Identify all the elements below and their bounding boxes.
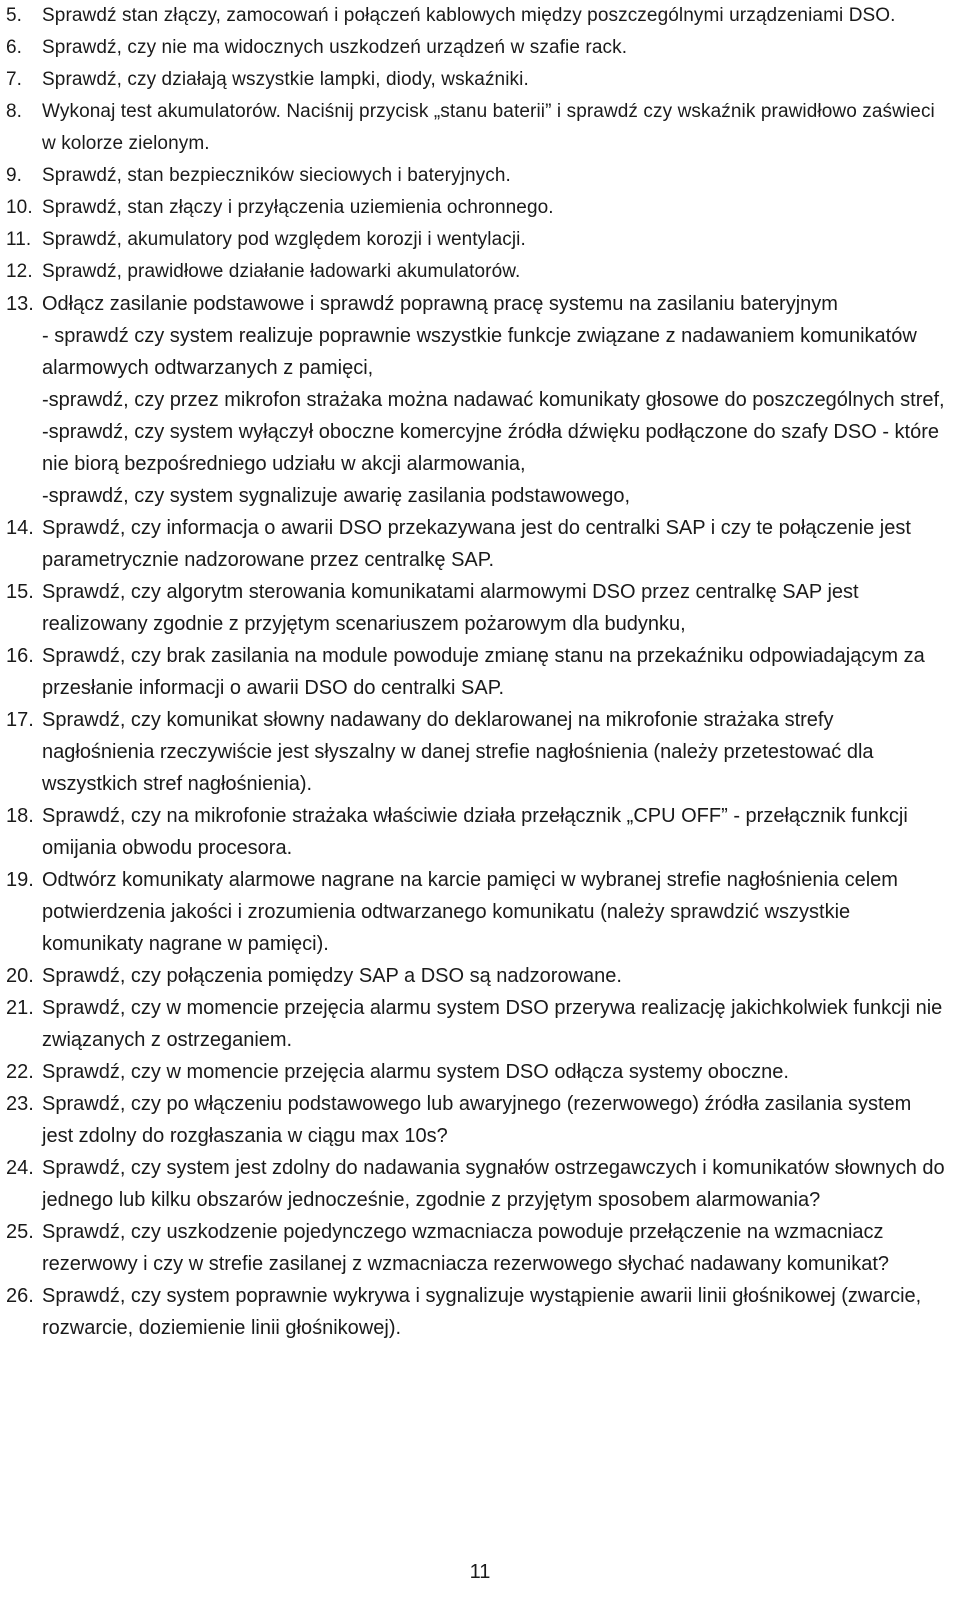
item-number: 16. [6,645,34,667]
item-text: Sprawdź, czy system jest zdolny do nadawania sygnałów ostrzegawczych i komunikatów słownych do jednego lub kilku obszarów jednocześnie, zgodnie z przyjętym sposobem alarmowania? [42,1157,945,1211]
item-text: Sprawdź, czy na mikrofonie strażaka właściwie działa przełącznik „CPU OFF” - przełącznik funkcji omijania obwodu procesora. [42,805,908,859]
item-text: Sprawdź, czy nie ma widocznych uszkodzeń urządzeń w szafie rack. [42,37,628,58]
item-number: 5. [6,5,23,26]
item-text: Sprawdź, czy algorytm sterowania komunikatami alarmowymi DSO przez centralkę SAP jest realizowany zgodnie z przyjętym scenariuszem pożarowym dla budynku, [42,581,859,635]
item-number: 14. [6,517,34,539]
item-text: Sprawdź, czy brak zasilania na module powoduje zmianę stanu na przekaźniku odpowiadającym za przesłanie informacji o awarii DSO do centralki SAP. [42,645,925,699]
item-number: 7. [6,69,23,90]
list-item-22 [6,1056,946,1088]
list-item-11 [6,224,946,256]
list-item-6 [6,32,946,64]
item-number: 26. [6,1285,34,1307]
item-text: Sprawdź, czy informacja o awarii DSO przekazywana jest do centralki SAP i czy te połączenie jest parametrycznie nadzorowane przez centralkę SAP. [42,517,911,571]
item-text: Sprawdź, stan złączy i przyłączenia uziemienia ochronnego. [42,197,554,218]
item-text: Sprawdź stan złączy, zamocowań i połączeń kablowych między poszczególnymi urządzeniami DSO. [42,5,896,26]
sub-item: - sprawdź czy system realizuje poprawnie wszystkie funkcje związane z nadawaniem komunikatów alarmowych odtwarzanych z pamięci, [42,325,917,379]
list-item-8 [6,96,946,160]
item-number: 10. [6,197,33,218]
sub-item: -sprawdź, czy system sygnalizuje awarię zasilania podstawowego, [42,485,631,507]
item-text: Sprawdź, akumulatory pod względem korozji i wentylacji. [42,229,526,250]
list-item-25 [6,1216,946,1280]
item-number: 12. [6,261,33,282]
list-item-23 [6,1088,946,1152]
list-item-13 [6,288,946,512]
item-text: Sprawdź, czy w momencie przejęcia alarmu system DSO odłącza systemy oboczne. [42,1061,789,1083]
item-number: 25. [6,1221,34,1243]
list-item-20 [6,960,946,992]
item-number: 8. [6,101,23,122]
item-number: 9. [6,165,23,186]
item-text: Odtwórz komunikaty alarmowe nagrane na karcie pamięci w wybranej strefie nagłośnienia celem potwierdzenia jakości i zrozumienia odtwarzanego komunikatu (należy sprawdzić wszystkie komunikaty nagrane w pamięci). [42,869,898,955]
item-number: 21. [6,997,34,1019]
item-number: 6. [6,37,23,58]
item-number: 20. [6,965,34,987]
item-number: 18. [6,805,34,827]
item-number: 13. [6,293,34,315]
list-item-21 [6,992,946,1056]
item-text: Odłącz zasilanie podstawowe i sprawdź poprawną pracę systemu na zasilaniu bateryjnym [42,293,838,315]
list-item-12 [6,256,946,288]
list-item-16 [6,640,946,704]
list-item-17 [6,704,946,800]
list-item-14 [6,512,946,576]
list-item-5 [6,0,946,32]
item-number: 23. [6,1093,34,1115]
item-text: Sprawdź, czy po włączeniu podstawowego lub awaryjnego (rezerwowego) źródła zasilania system jest zdolny do rozgłaszania w ciągu max 10s? [42,1093,912,1147]
checklist [6,0,946,1344]
item-text: Sprawdź, czy w momencie przejęcia alarmu system DSO przerywa realizację jakichkolwiek funkcji nie związanych z ostrzeganiem. [42,997,943,1051]
item-text: Sprawdź, czy połączenia pomiędzy SAP a DSO są nadzorowane. [42,965,622,987]
item-text: Sprawdź, czy działają wszystkie lampki, diody, wskaźniki. [42,69,529,90]
list-item-7 [6,64,946,96]
item-text: Sprawdź, stan bezpieczników sieciowych i bateryjnych. [42,165,511,186]
item-text: Wykonaj test akumulatorów. Naciśnij przycisk „stanu baterii” i sprawdź czy wskaźnik prawidłowo zaświeci w kolorze zielonym. [42,101,935,154]
list-item-15 [6,576,946,640]
item-number: 22. [6,1061,34,1083]
list-item-9 [6,160,946,192]
list-item-18 [6,800,946,864]
page-number: 11 [469,1561,491,1583]
list-item-10 [6,192,946,224]
list-item-24 [6,1152,946,1216]
item-number: 15. [6,581,34,603]
sub-item: -sprawdź, czy system wyłączył oboczne komercyjne źródła dźwięku podłączone do szafy DSO - które nie biorą bezpośredniego udziału w akcji alarmowania, [42,421,940,475]
list-item-26 [6,1280,946,1344]
item-number: 11. [6,229,32,250]
item-text: Sprawdź, czy uszkodzenie pojedynczego wzmacniacza powoduje przełączenie na wzmacniacz rezerwowy i czy w strefie zasilanej z wzmacniacza rezerwowego słychać nadawany komunikat? [42,1221,890,1275]
item-number: 24. [6,1157,34,1179]
item-text: Sprawdź, czy system poprawnie wykrywa i sygnalizuje wystąpienie awarii linii głośnikowej (zwarcie, rozwarcie, doziemienie linii głośnikowej). [42,1285,922,1339]
sub-item: -sprawdź, czy przez mikrofon strażaka można nadawać komunikaty głosowe do poszczególnych stref, [42,389,945,411]
item-number: 19. [6,869,34,891]
item-text: Sprawdź, prawidłowe działanie ładowarki akumulatorów. [42,261,521,282]
list-item-19 [6,864,946,960]
item-number: 17. [6,709,34,731]
item-text: Sprawdź, czy komunikat słowny nadawany do deklarowanej na mikrofonie strażaka strefy nagłośnienia rzeczywiście jest słyszalny w danej strefie nagłośnienia (należy przetestować dla wszystkich stref nagłośnienia). [42,709,874,795]
